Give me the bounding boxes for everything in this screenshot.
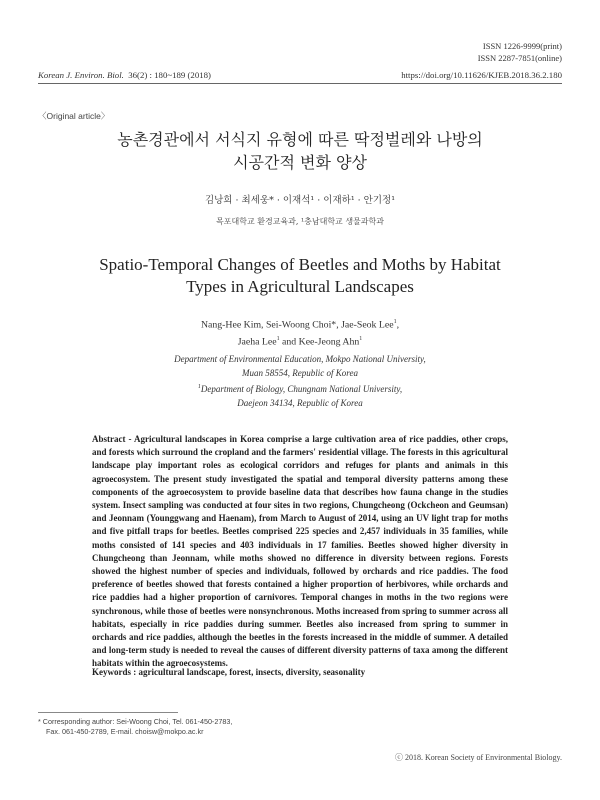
affiliation-line3: $^1$Department of Biology, Chungnam National University, [197,384,403,394]
english-title-line2: Types in Agricultural Landscapes [186,277,414,296]
korean-title-line2: 시공간적 변화 양상 [233,153,367,172]
issn-block [478,40,562,64]
korean-authors: 김낭희 · 최세웅* · 이재석¹ · 이재하¹ · 안기정¹ [204,195,396,206]
english-title [0,254,600,298]
journal-name: Korean J. Environ. Biol. [38,70,124,80]
issn-print: ISSN 1226-9999(print) [482,41,562,51]
affiliation-line2: Muan 58554, Republic of Korea [242,368,358,378]
article-type-label: 〈Original article〉 [38,111,110,121]
affiliation-line4: Daejeon 34134, Republic of Korea [237,398,363,408]
footnote-divider [38,712,178,713]
keywords: Keywords : agricultural landscape, forest, insects, diversity, seasonality [92,667,366,677]
issn-online: ISSN 2287-7851(online) [477,53,562,63]
english-authors [0,315,600,350]
copyright-notice: ⓒ 2018. Korean Society of Environmental Biology. [394,753,562,762]
header-divider [38,83,562,84]
korean-affiliation: 목포대학교 환경교육과, ¹충남대학교 생물과학과 [216,217,384,226]
footnote-line2: Fax. 061-450-2789, E-mail. choisw@mokpo.ac.kr [46,727,204,736]
corresponding-author-footnote [38,717,232,737]
journal-citation [38,70,211,80]
english-affiliations [0,352,600,410]
english-authors-line1: Nang-Hee Kim, Sei-Woong Choi*, Jae-Seok Lee$^1$, [200,319,400,331]
korean-title [0,128,600,174]
english-title-line1: Spatio-Temporal Changes of Beetles and Moths by Habitat [99,255,501,274]
korean-title-line1: 농촌경관에서 서식지 유형에 따른 딱정벌레와 나방의 [117,130,483,149]
affiliation-line1: Department of Environmental Education, Mokpo National University, [174,354,426,364]
english-authors-line2: Jaeha Lee$^1$ and Kee-Jeong Ahn$^1$ [237,336,363,348]
abstract-text: Abstract - Agricultural landscapes in Korea comprise a large cultivation area of rice paddies, other crops, and forests which surround the cropland and the farmers' residential village. The forests in this agricultural landscape play important roles as ecological corridors and refuges for plants and animals in this agroecosystem. The present study investigated the spatial and temporal diversity patterns among these components of the agroecosystem to provide baseline data that describes how fauna change in the studies system. Insect sampling was conducted at four sites in two regions, Chungcheong (Ockcheon and Geumsan) and Jeonnam (Younggwang and Haenam), from March to August of 2014, using an UV light trap for moths and five pitfall traps for beetles. Beetles comprised 225 species and 2,457 individuals in 35 families, while moths consisted of 141 species and 403 individuals in 17 families. Beetles showed higher diversity in Chungcheong than Jeonnam, while moths showed no difference in diversity between regions. Forests showed the highest number of species and individuals, followed by orchards and rice paddies. The food preference of beetles showed that forests contained a higher proportion of herbivores, while orchards and rice paddies had a higher proportion of carnivores. Temporal changes in moths in the two regions were synchronous, while those of beetles were nonsynchronous. Moths increased from spring to summer across all habitats, especially in rice paddies during summer. Beetles also increased from spring to summer in orchards and rice paddies, although the beetles in the forests increased in the middle of summer. A detailed and long-term study is needed to reveal the causes of different diversity patterns of taxa among the different habitats within the agroecosystems. [92,434,508,669]
footnote-line1: * Corresponding author: Sei-Woong Choi, Tel. 061-450-2783, [38,717,233,726]
doi-link[interactable]: https://doi.org/10.11626/KJEB.2018.36.2.180 [401,70,562,80]
volume-info: 36(2) : 180~189 (2018) [128,70,211,80]
